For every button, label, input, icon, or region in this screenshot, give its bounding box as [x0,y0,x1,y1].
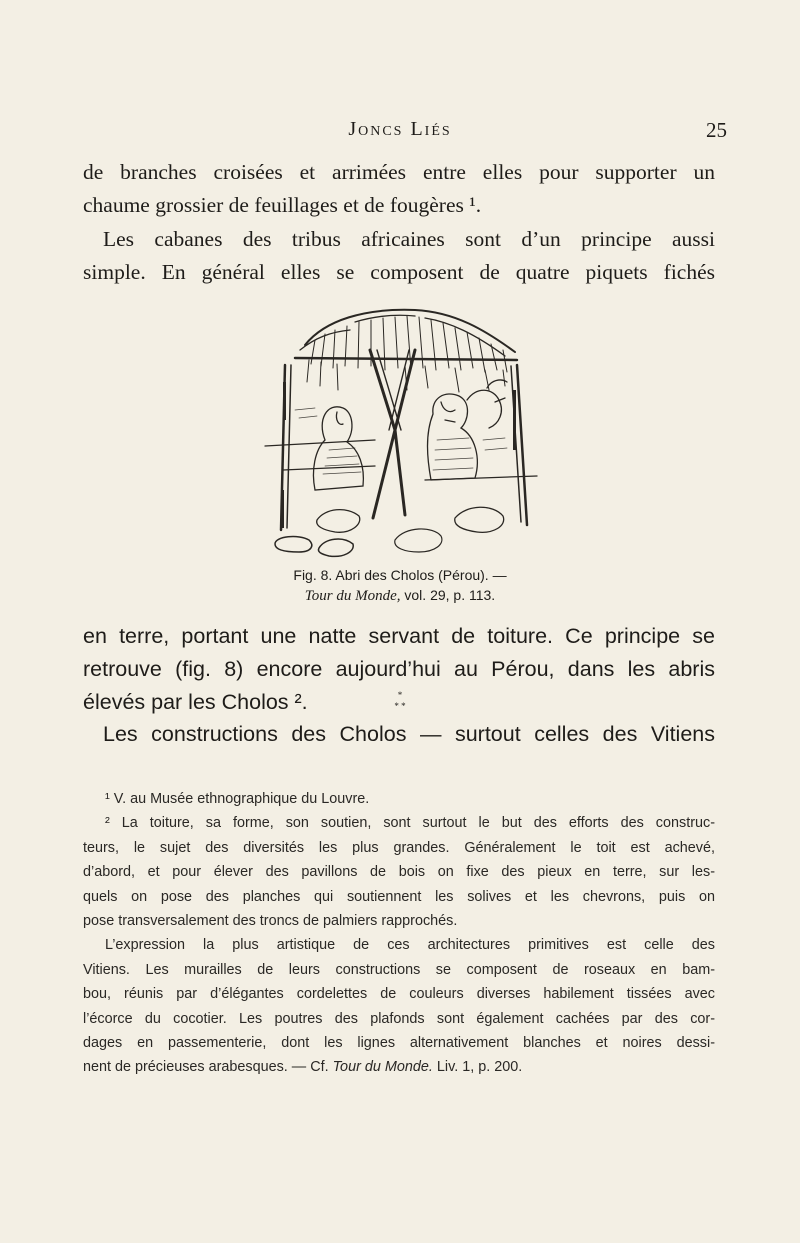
paragraph-african-huts [83,223,715,289]
hut-illustration [255,290,545,565]
footnote-3-line: bou, réunis par d’élégantes cordelettes de couleurs diverses habilement tissées avec [83,986,715,1003]
page-number: 25 [706,118,727,142]
footnote-3-text: nent de précieuses arabesques. — Cf. [83,1059,333,1076]
footnote-3-line: Vitiens. Les murailles de leurs constructions se composent de roseaux en bam- [83,961,715,978]
figure-engraving [255,290,545,565]
running-head [0,118,800,148]
asterism-bottom: * * [394,701,406,711]
footnote-1: ¹ V. au Musée ethnographique du Louvre. [105,791,370,807]
section-asterism [0,690,800,712]
footnote-3-last-line [83,1055,715,1079]
footnote-2-line: quels on pose des planches qui soutiennent les solives et les chevrons, puis on [83,888,715,905]
footnote-2-line: d’abord, et pour élever des pavillons de bois on fixe des pieux en terre, sur les- [83,864,715,881]
text-line: de branches croisées et arrimées entre elles pour supporter un [83,160,715,184]
paragraph-continuation [83,156,715,222]
caption-reference: vol. 29, p. 113. [400,587,496,603]
caption-source-line [0,585,800,606]
text-line: simple. En général elles se composent de quatre piquets fichés [83,260,715,284]
footnote-3-line: dages en passementerie, dont les lignes alternativement blanches et noires dessi- [83,1035,715,1052]
footnote-2-line: ² La toiture, sa forme, son soutien, sont surtout le but des efforts des construc- [105,815,715,832]
asterism-top: * [397,690,403,700]
footnote-3-reference: Liv. 1, p. 200. [432,1059,523,1076]
footnote-3-line: L’expression la plus artistique de ces architectures primitives est celle des [105,937,715,954]
footnotes [83,787,715,1080]
text-line: Les constructions des Cholos — surtout celles des Vitiens [103,722,715,746]
text-line: en terre, portant une natte servant de toiture. Ce principe se [83,624,715,648]
caption-title: Fig. 8. Abri des Cholos (Pérou). — [293,567,507,583]
text-line: chaume grossier de feuillages et de fougères ¹. [83,193,482,217]
footnote-3-source: Tour du Monde. [332,1059,433,1076]
footnote-2-line: pose transversalement des troncs de palmiers rapprochés. [83,913,458,930]
caption-source: Tour du Monde, [304,588,401,604]
paragraph-vitiens [83,718,715,751]
figure-caption [0,565,800,606]
running-title: Joncs Liés [348,118,452,140]
footnote-2-line: teurs, le sujet des diversités les plus grandes. Généralement le toit est achevé, [83,839,715,856]
text-line: élevés par les Cholos ². [83,690,308,714]
text-line: retrouve (fig. 8) encore aujourd’hui au Pérou, dans les abris [83,657,715,681]
text-line: Les cabanes des tribus africaines sont d’un principe aussi [103,227,715,251]
footnote-3-line: l’écorce du cocotier. Les poutres des plafonds sont également cachées par des cor- [83,1010,715,1027]
